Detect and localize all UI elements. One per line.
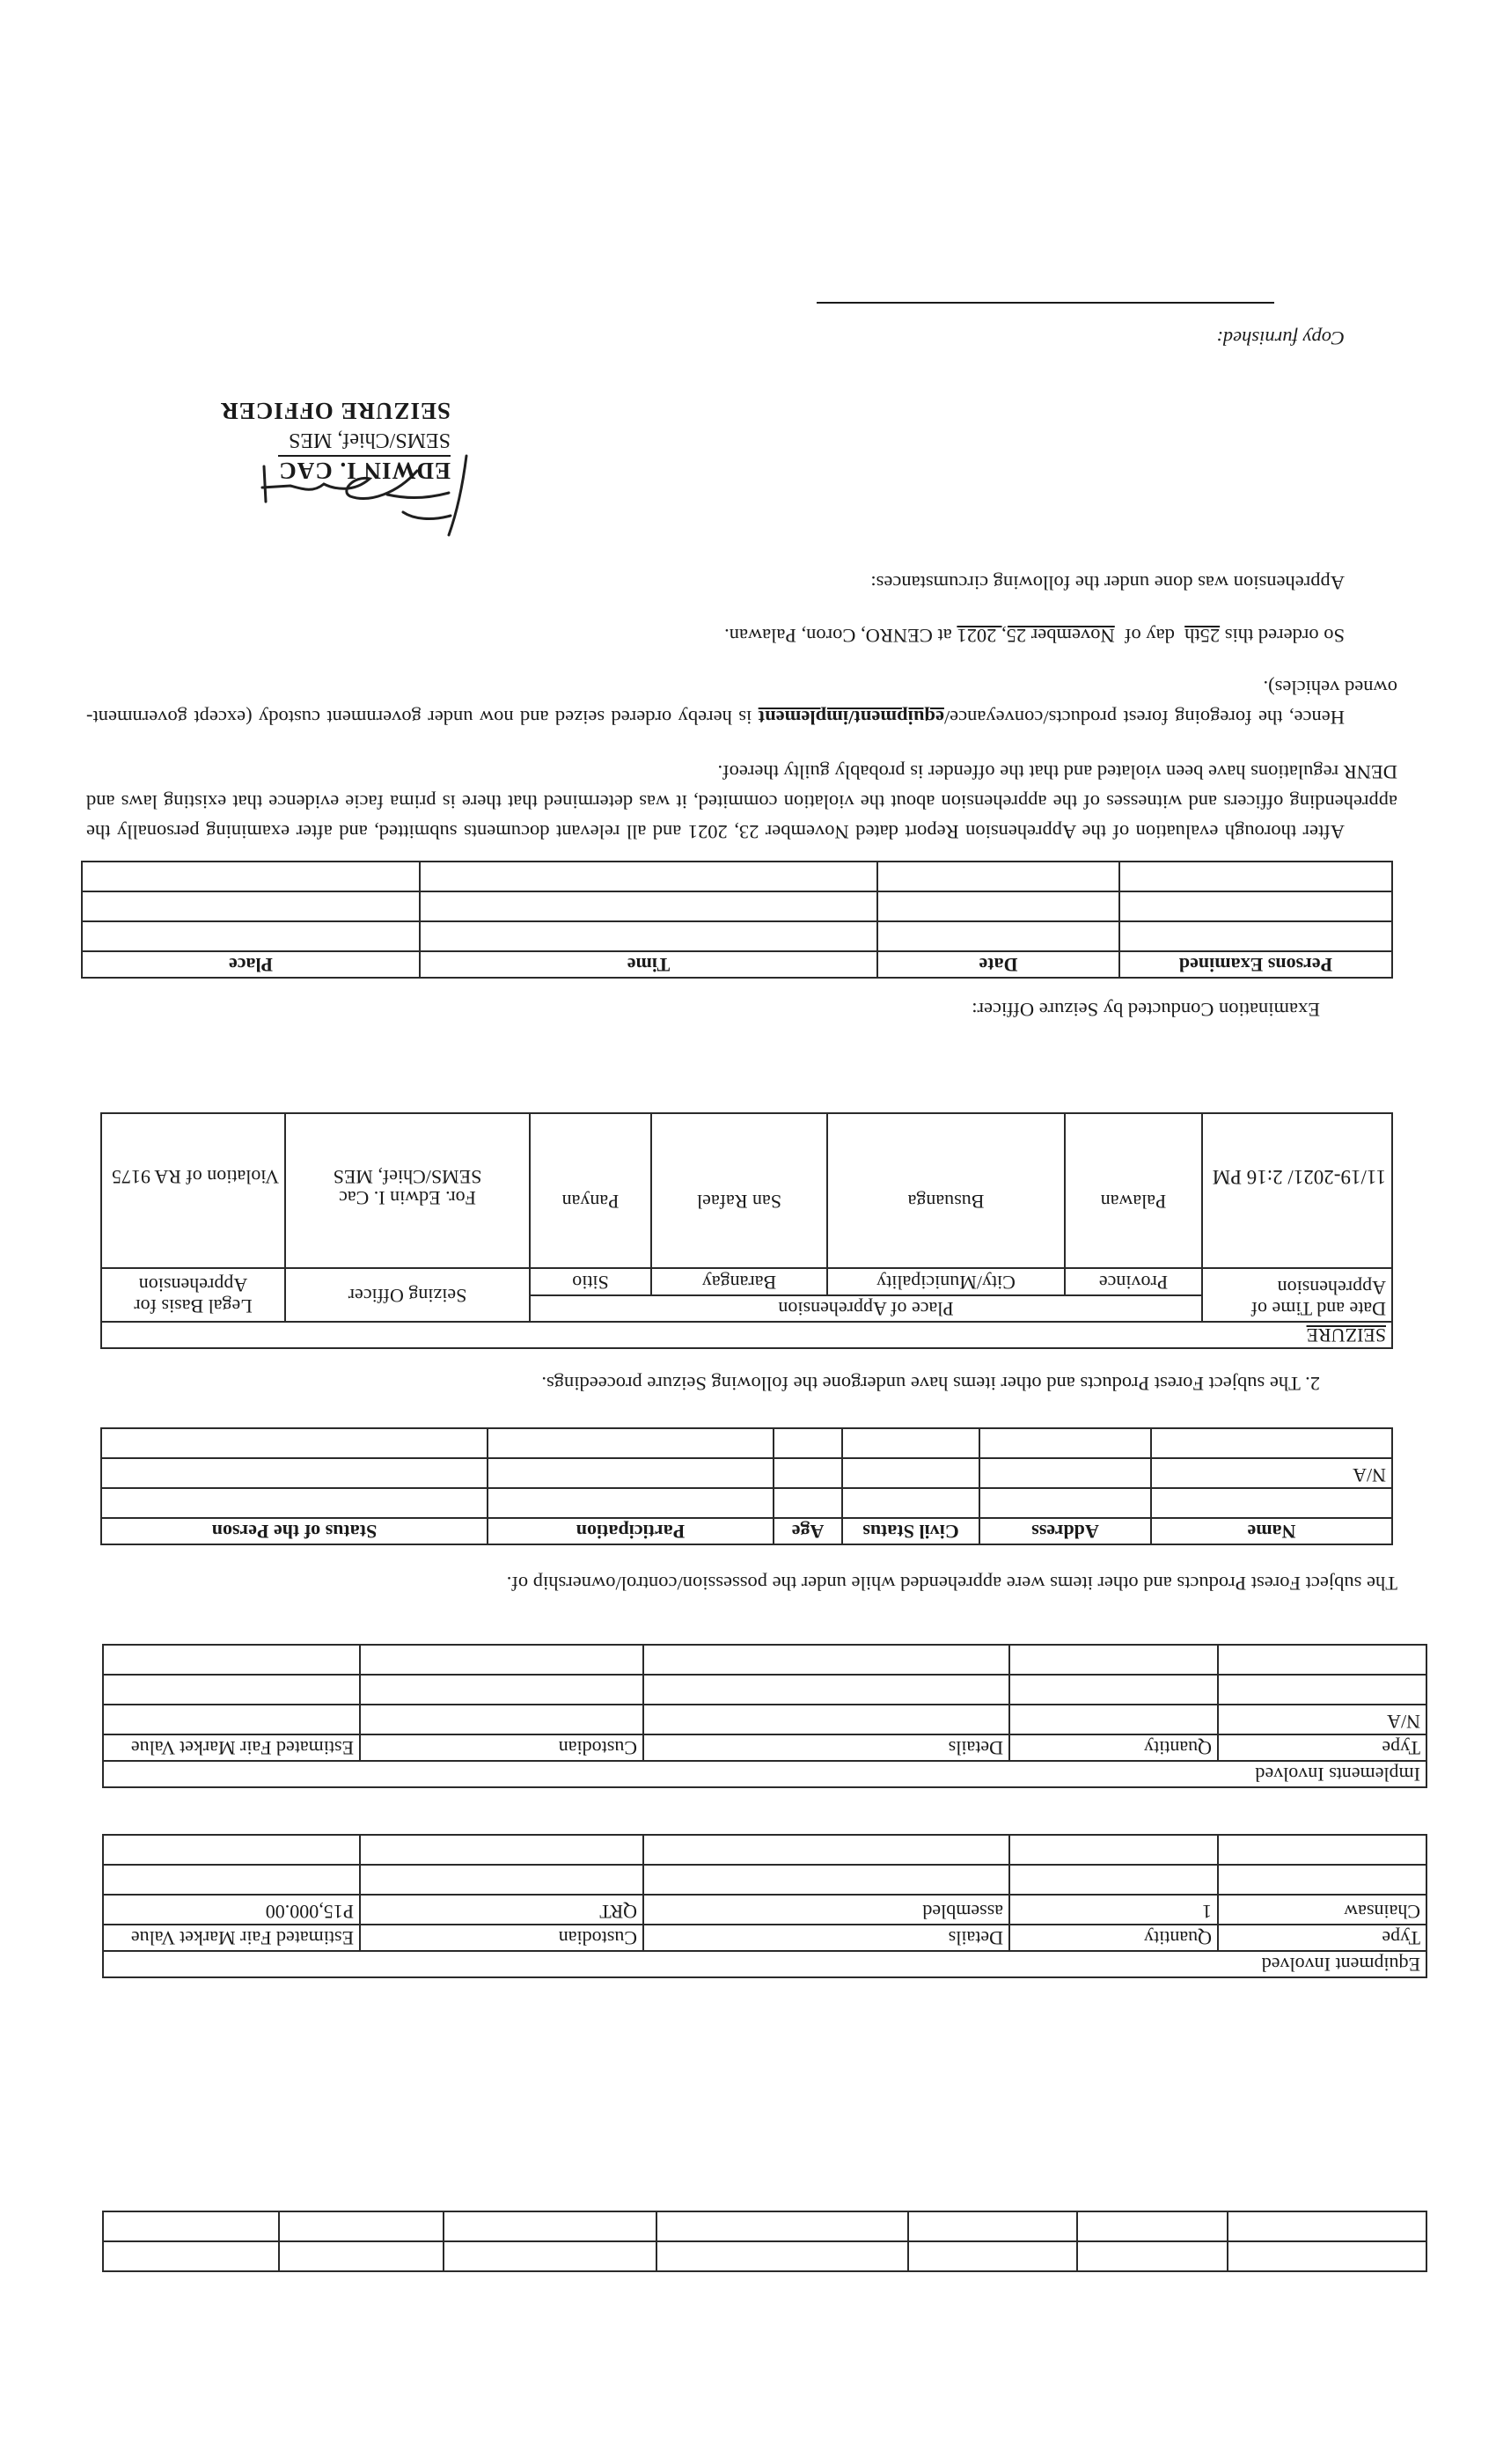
column-header: Time: [420, 951, 877, 978]
table-cell: P15,000.00: [103, 1895, 360, 1925]
ordered-line: [95, 624, 1345, 647]
table-cell: [877, 891, 1119, 921]
table-cell: [643, 1705, 1009, 1734]
exam-table: [81, 861, 1393, 979]
table-cell: [420, 921, 877, 951]
column-header: Quantity: [1009, 1925, 1218, 1951]
table-cell: [643, 1865, 1009, 1895]
signatory-name: EDWIN I. CAC: [278, 455, 451, 484]
table-cell: [103, 2241, 279, 2271]
column-header: Persons Examined: [1119, 951, 1392, 978]
table-cell: [82, 862, 420, 891]
column-header: Date: [877, 951, 1119, 978]
table-cell: [643, 1675, 1009, 1705]
table-cell: [488, 1428, 774, 1458]
possession-text: The subject Forest Products and other items were apprehended while under the possession/control/ownership of.: [506, 1573, 1397, 1595]
table-cell: [908, 2241, 1077, 2271]
table-cell: [360, 1645, 643, 1675]
table-cell: N/A: [1151, 1458, 1392, 1488]
table-cell: [420, 862, 877, 891]
table-cell: [1151, 1488, 1392, 1518]
column-header: Barangay: [651, 1268, 827, 1294]
table-cell: [444, 2211, 656, 2241]
table-cell: Chainsaw: [1218, 1895, 1426, 1925]
table-cell: [1009, 1705, 1218, 1734]
table-cell: [1218, 1675, 1426, 1705]
paragraph-text: After thorough evaluation of the Apprehension Report dated November 23, 2021 and all relevant documents submitted, and after examining personally the apprehending officers and witnesses of the apprehension about the violation commited, it was determined that there is prima facie evidence that existing laws and DENR regulations have been violated and that the offender is probably guilty thereof.: [86, 761, 1397, 843]
table-cell: [360, 1835, 643, 1865]
implements-title: Implements Involved: [103, 1761, 1426, 1787]
table-cell: [1119, 862, 1392, 891]
ordered-prefix: So ordered this: [1220, 625, 1345, 647]
table-cell: assembled: [643, 1895, 1009, 1925]
ordered-text: day of: [1114, 625, 1185, 647]
column-header: Age: [774, 1518, 842, 1544]
ordered-date: November 25, 2021: [957, 625, 1115, 647]
table-cell: Palawan: [1065, 1113, 1202, 1268]
paragraph-text: Hence, the foregoing forest products/conveyance/: [943, 707, 1345, 729]
column-header: City/Municipality: [827, 1268, 1065, 1294]
place-header: Place of Apprehension: [530, 1295, 1202, 1322]
paragraph-text: is hereby ordered seized and now under government custody (except government-owned vehicles).: [86, 677, 1397, 729]
table-cell: [1009, 1645, 1218, 1675]
column-header: Status of the Person: [101, 1518, 488, 1544]
implements-table: [102, 1644, 1427, 1788]
table-cell: QRT: [360, 1895, 643, 1925]
table-cell: [774, 1458, 842, 1488]
circumstances-text: Apprehension was done under the following circumstances:: [870, 572, 1345, 594]
ordered-day: 25th: [1184, 625, 1221, 647]
table-cell: [279, 2211, 444, 2241]
table-cell: [82, 921, 420, 951]
column-header: Type: [1218, 1734, 1426, 1761]
table-cell: [1151, 1428, 1392, 1458]
copy-furnished-label: Copy furnished:: [1216, 327, 1345, 349]
equipment-table: [102, 1834, 1427, 1978]
column-header: Civil Status: [842, 1518, 979, 1544]
seizing-officer-header: Seizing Officer: [285, 1268, 530, 1321]
table-cell: [979, 1488, 1151, 1518]
table-cell: San Rafael: [651, 1113, 827, 1268]
column-header: Sitio: [530, 1268, 651, 1294]
persons-table: [100, 1427, 1393, 1545]
table-cell: [1228, 2211, 1426, 2241]
seizure-table: [100, 1112, 1393, 1349]
table-cell: [360, 1865, 643, 1895]
table-cell: Busuanga: [827, 1113, 1065, 1268]
table-cell: For. Edwin I. Cac SEMS/Chief, MES: [285, 1113, 530, 1268]
table-cell: [1077, 2241, 1228, 2271]
legal-basis-header: Legal Basis for Apprehension: [101, 1268, 285, 1321]
evaluation-paragraph: [86, 757, 1397, 847]
table-cell: [842, 1458, 979, 1488]
table-cell: [1218, 1645, 1426, 1675]
seizure-title: SEIZURE: [101, 1322, 1392, 1348]
signatory-block: [151, 397, 451, 484]
table-cell: [488, 1458, 774, 1488]
order-paragraph: [86, 672, 1397, 732]
table-cell: [1228, 2241, 1426, 2271]
table-cell: [101, 1458, 488, 1488]
column-header: Custodian: [360, 1734, 643, 1761]
table-cell: [1119, 891, 1392, 921]
table-cell: [842, 1428, 979, 1458]
table-cell: [774, 1488, 842, 1518]
column-header: Province: [1065, 1268, 1202, 1294]
column-header: Type: [1218, 1925, 1426, 1951]
table-cell: [1119, 921, 1392, 951]
column-header: Address: [979, 1518, 1151, 1544]
table-cell: [488, 1488, 774, 1518]
signatory-title: SEMS/Chief, MES: [288, 429, 451, 451]
table-cell: 11/19-2021/ 2:16 PM: [1202, 1113, 1392, 1268]
table-cell: [1218, 1835, 1426, 1865]
table-cell: Violation of RA 9175: [101, 1113, 285, 1268]
signatory-role: SEIZURE OFFICER: [220, 398, 451, 424]
table-cell: [103, 1705, 360, 1734]
table-cell: [979, 1428, 1151, 1458]
column-header: Place: [82, 951, 420, 978]
table-cell: [643, 1835, 1009, 1865]
table-cell: [103, 1675, 360, 1705]
table-cell: [643, 1645, 1009, 1675]
copy-furnished-line: [817, 302, 1274, 304]
table-cell: [444, 2241, 656, 2271]
table-cell: [877, 862, 1119, 891]
column-header: Estimated Fair Market Value: [103, 1925, 360, 1951]
ordered-place: at CENRO, Coron, Palawan.: [724, 625, 957, 647]
column-header: Details: [643, 1925, 1009, 1951]
table-cell: [774, 1428, 842, 1458]
table-cell: [103, 2211, 279, 2241]
table-cell: [1009, 1865, 1218, 1895]
column-header: Name: [1151, 1518, 1392, 1544]
table-cell: [877, 921, 1119, 951]
table-cell: [103, 1865, 360, 1895]
table-cell: [279, 2241, 444, 2271]
column-header: Quantity: [1009, 1734, 1218, 1761]
column-header: Custodian: [360, 1925, 643, 1951]
table-cell: Panyan: [530, 1113, 651, 1268]
blank-table: [102, 2211, 1427, 2272]
table-cell: [101, 1488, 488, 1518]
table-cell: [842, 1488, 979, 1518]
table-cell: [103, 1645, 360, 1675]
column-header: Participation: [488, 1518, 774, 1544]
column-header: Details: [643, 1734, 1009, 1761]
exam-caption: Examination Conducted by Seizure Officer:: [972, 999, 1320, 1021]
table-cell: [1218, 1865, 1426, 1895]
table-cell: [1077, 2211, 1228, 2241]
table-cell: N/A: [1218, 1705, 1426, 1734]
equipment-title: Equipment Involved: [103, 1951, 1426, 1977]
table-cell: [360, 1675, 643, 1705]
column-header: Estimated Fair Market Value: [103, 1734, 360, 1761]
table-cell: [101, 1428, 488, 1458]
table-cell: [103, 1835, 360, 1865]
table-cell: [1009, 1835, 1218, 1865]
table-cell: [908, 2211, 1077, 2241]
seizure-intro: 2. The subject Forest Products and other items have undergone the following Seizure proceedings.: [541, 1373, 1320, 1395]
date-time-header: Date and Time of Apprehension: [1202, 1268, 1392, 1321]
table-cell: [360, 1705, 643, 1734]
table-cell: [656, 2211, 908, 2241]
seized-item-type: equipment/implement: [758, 707, 944, 729]
table-cell: [82, 891, 420, 921]
table-cell: 1: [1009, 1895, 1218, 1925]
table-cell: [420, 891, 877, 921]
table-cell: [656, 2241, 908, 2271]
table-cell: [979, 1458, 1151, 1488]
table-cell: [1009, 1675, 1218, 1705]
